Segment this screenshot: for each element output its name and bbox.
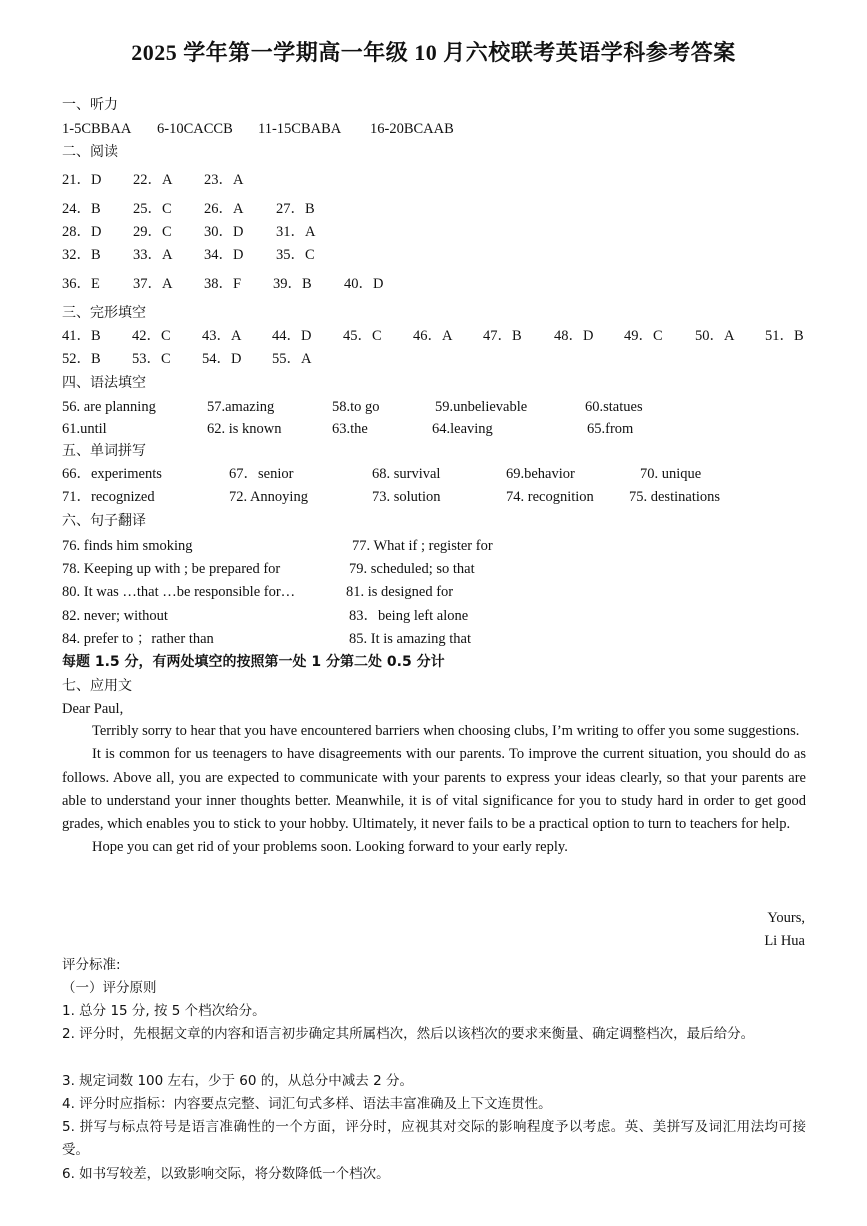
answer-item: 60.statues [585,399,643,415]
answer-item: 30．D [204,224,244,240]
scoring-note: 每题 1.5 分，有两处填空的按照第一处 1 分第二处 0.5 分计 [62,654,445,670]
answer-item: 31．A [276,224,316,240]
answer-item: 69.behavior [506,466,575,482]
answer-item: 46．A [413,328,453,344]
answer-item: 82. never; without [62,608,168,624]
answer-item: 25．C [133,201,172,217]
letter-closing: Yours, [767,910,805,926]
answer-item: 43．A [202,328,242,344]
criteria-heading: 评分标准: [62,957,121,973]
answer-item: 53．C [132,351,171,367]
answer-group: 16-20BCAAB [370,121,454,137]
answer-item: 24．B [62,201,101,217]
answer-item: 55．A [272,351,312,367]
answer-item: 77. What if ; register for [352,538,493,554]
answer-item: 79. scheduled; so that [349,561,475,577]
letter-salutation: Dear Paul, [62,701,124,717]
answer-item: 32．B [62,247,101,263]
criteria-subheading: （一）评分原则 [62,980,157,996]
letter-paragraph: Hope you can get rid of your problems soon. Looking forward to your early reply. [92,839,568,856]
answer-item: 65.from [587,421,634,437]
answer-item: 22．A [133,172,173,188]
answer-item: 35．C [276,247,315,263]
answer-item: 71．recognized [62,489,155,505]
answer-item: 49．C [624,328,663,344]
answer-item: 40．D [344,276,384,292]
answer-item: 56. are planning [62,399,156,415]
criteria-item: 2. 评分时，先根据文章的内容和语言初步确定其所属档次，然后以该档次的要求来衡量、确定调整档次，最后给分。 [62,1026,755,1042]
answer-item: 29．C [133,224,172,240]
answer-item: 52．B [62,351,101,367]
answer-group: 1-5CBBAA [62,121,132,137]
letter-paragraph: It is common for us teenagers to have disagreements with our parents. To improve the current situation, you should do as follows. Above all, you are expected to communicate with your parents to express your ideas clearly, so that your parents are able to understand your inner thoughts better. Meanwhile, it is of vital significance for you to study hard in order to get good grades, which enables you to stick to your hobby. Ultimately, it never fails to be a practical option to turn to teachers for help. [62,746,806,833]
answer-item: 58.to go [332,399,380,415]
answer-item: 21．D [62,172,102,188]
criteria-item: 6. 如书写较差，以致影响交际，将分数降低一个档次。 [62,1166,390,1182]
answer-item: 23．A [204,172,244,188]
answer-item: 81. is designed for [346,584,454,600]
answer-item: 63.the [332,421,368,437]
answer-item: 39．B [273,276,312,292]
answer-item: 33．A [133,247,173,263]
answer-item: 51．B [765,328,804,344]
section-heading-reading: 二、阅读 [62,144,118,160]
answer-item: 78. Keeping up with ; be prepared for [62,561,281,577]
letter-signature: Li Hua [764,933,805,949]
answer-item: 70. unique [640,466,702,482]
answer-item: 47．B [483,328,522,344]
letter-body [62,720,806,860]
answer-item: 75. destinations [629,489,721,505]
section-heading-listening: 一、听力 [62,97,118,113]
answer-item: 27．B [276,201,315,217]
section-heading-grammar: 四、语法填空 [62,375,146,391]
answer-group: 6-10CACCB [157,121,233,137]
answer-item: 80. It was …that …be responsible for… [62,584,296,600]
answer-item: 84. prefer to ；rather than [62,631,214,647]
answer-item: 67．senior [229,466,294,482]
answer-item: 50．A [695,328,735,344]
answer-item: 59.unbelievable [435,399,528,415]
section-heading-writing: 七、应用文 [62,678,132,694]
answer-item: 41．B [62,328,101,344]
answer-item: 45．C [343,328,382,344]
criteria-item: 5. 拼写与标点符号是语言准确性的一个方面，评分时，应视其对交际的影响程度予以考虑。英、美拼写及词汇用法均可接受。 [62,1119,806,1158]
answer-item: 68. survival [372,466,441,482]
answer-item: 34．D [204,247,244,263]
answer-item: 66．experiments [62,466,162,482]
answer-item: 44．D [272,328,312,344]
answer-item: 37．A [133,276,173,292]
answer-item: 61.until [62,421,107,437]
criteria-item: 4. 评分时应指标：内容要点完整、词汇句式多样、语法丰富准确及上下文连贯性。 [62,1096,552,1112]
answer-group: 11-15CBABA [258,121,342,137]
section-heading-translation: 六、句子翻译 [62,513,146,529]
answer-item: 76. finds him smoking [62,538,193,554]
answer-item: 36．E [62,276,100,292]
answer-item: 83．being left alone [349,608,469,624]
answer-item: 48．D [554,328,594,344]
answer-item: 26．A [204,201,244,217]
answer-item: 64.leaving [432,421,493,437]
section-heading-cloze: 三、完形填空 [62,305,146,321]
criteria-item: 3. 规定词数 100 左右，少于 60 的，从总分中减去 2 分。 [62,1073,413,1089]
answer-item: 73. solution [372,489,441,505]
answer-item: 28．D [62,224,102,240]
letter-paragraph: Terribly sorry to hear that you have encountered barriers when choosing clubs, I’m writing to offer you some suggestions. [92,723,800,739]
answer-item: 72. Annoying [229,489,308,505]
page-title: 2025 学年第一学期高一年级 10 月六校联考英语学科参考答案 [131,40,736,65]
answer-item: 62. is known [207,421,282,437]
answer-item: 54．D [202,351,242,367]
answer-item: 74. recognition [506,489,594,505]
answer-item: 57.amazing [207,399,275,415]
answer-item: 42．C [132,328,171,344]
section-heading-spelling: 五、单词拼写 [62,443,146,459]
criteria-item: 1. 总分 15 分, 按 5 个档次给分。 [62,1003,266,1019]
answer-item: 85. It is amazing that [349,631,472,647]
answer-item: 38．F [204,276,242,292]
